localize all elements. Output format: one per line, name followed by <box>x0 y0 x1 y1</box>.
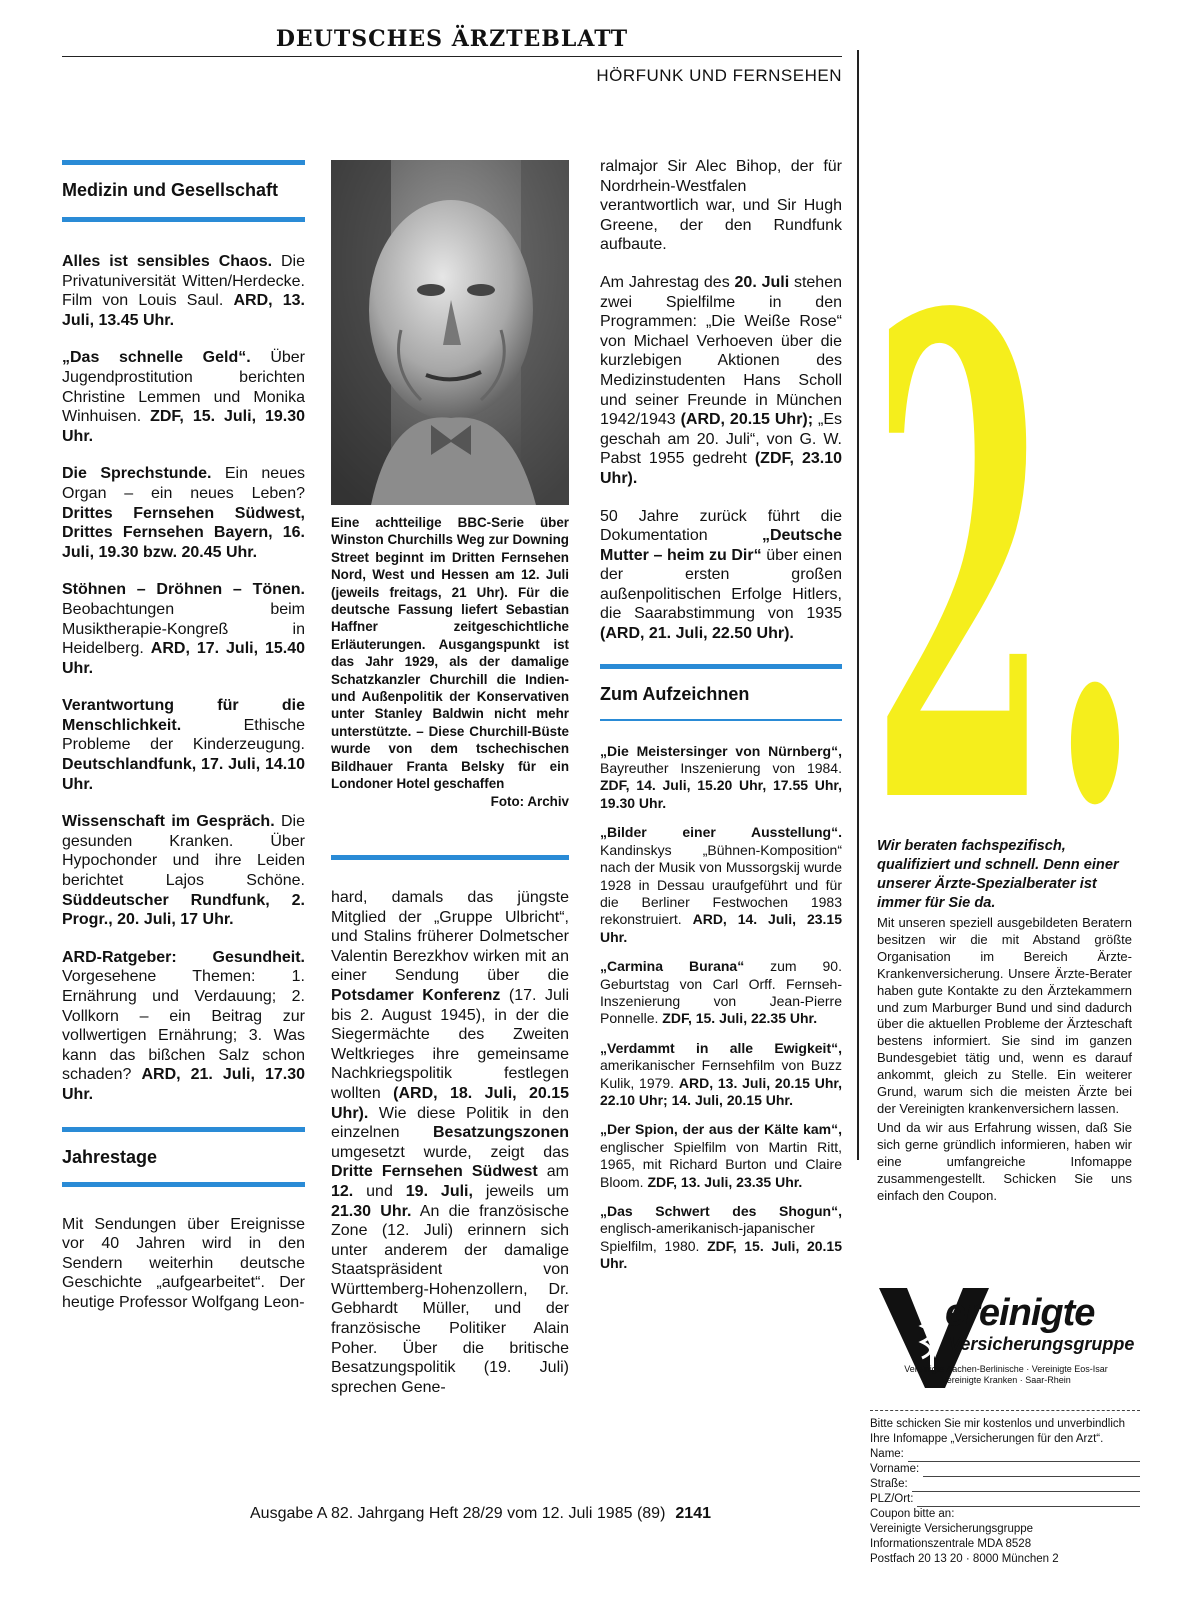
ad-headline: Wir beraten fachspezifisch, qualifiziert und schnell. Denn einer unserer Ärzte-Spezialberater ist immer für Sie da. <box>877 838 1119 911</box>
coupon-field-name[interactable]: Name: <box>870 1447 1140 1462</box>
recording-item: „Der Spion, der aus der Kälte kam“, englischer Spielfilm von Martin Ritt, 1965, mit Richard Burton und Claire Bloom. ZDF, 13. Juli, 23.35 Uhr. <box>600 1121 842 1190</box>
coupon-field-plz-ort[interactable]: PLZ/Ort: <box>870 1492 1140 1507</box>
bust-image <box>331 160 569 505</box>
heading-bar-bottom <box>62 1182 305 1187</box>
header-rule <box>62 56 842 57</box>
divider-bar <box>331 855 569 860</box>
big-two-graphic <box>870 240 1140 810</box>
logo-members: Vereinigte Aachen-Berlinische · Vereinigte Eos-Isar Vereinigte Kranken · Saar-Rhein <box>904 1364 1108 1385</box>
column-2 <box>331 855 569 1397</box>
ad-body-1: Mit unseren speziell ausgebildeten Beratern besitzen wir die mit Abstand größte Organisation im Bereich Ärzte-Krankenversicherung. Unsere Ärzte-Berater haben gute Kontakte zu den Ärztekammern und zum Marburger Bund und sind dadurch über die aktuellen Probleme der Ärzteschaft bestens informiert. Sie sind im ganzen Bundesgebiet tätig und, wenn es darauf ankommt, gleich zu Stelle. Ein weiterer Grund, warum sich die meisten Ärzte bei der Vereinigten krankenversichern lassen. <box>877 915 1132 1116</box>
heading-bar-top <box>62 160 305 165</box>
column-1 <box>62 160 305 1313</box>
program-item: Alles ist sensibles Chaos. Die Privatuniversität Witten/Herdecke. Film von Louis Saul. ARD, 13. Juli, 13.45 Uhr. <box>62 253 306 329</box>
heading-aufzeichnen: Zum Aufzeichnen <box>600 683 750 704</box>
page-footer <box>250 1505 711 1523</box>
vereinigte-logo <box>877 1280 1135 1400</box>
column-divider <box>857 50 859 1160</box>
program-item: Die Sprechstunde. Ein neues Organ – ein neues Leben? Drittes Fernsehen Südwest, Drittes Fernsehen Bayern, 16. Juli, 19.30 bzw. 20.45 Uhr. <box>62 465 305 561</box>
recording-item: „Das Schwert des Shogun“, englisch-amerikanisch-japanischer Spielfilm, 1980. ZDF, 15. Juli, 20.15 Uhr. <box>600 1203 842 1272</box>
coupon-address-3: Postfach 20 13 20 · 8000 München 2 <box>870 1553 1059 1565</box>
heading-bar-top <box>600 664 842 669</box>
program-item: ARD-Ratgeber: Gesundheit. Vorgesehene Themen: 1. Ernährung und Verdauung; 2. Vollkorn – ein Beitrag zur vollwertigen Ernährung; 3. Was kann das bißchen Salz schon schaden? ARD, 21. Juli, 17.30 Uhr. <box>62 948 306 1103</box>
program-item: Stöhnen – Dröhnen – Tönen. Beobachtungen beim Musiktherapie-Kongreß in Heidelberg. ARD, 17. Juli, 15.40 Uhr. <box>62 581 306 677</box>
big-number-text: 2. <box>870 240 1140 810</box>
program-item: Wissenschaft im Gespräch. Die gesunden Kranken. Über Hypochonder und ihre Leiden berichtet Lajos Schöne. Süddeutscher Rundfunk, 2. Progr., 20. Juli, 17 Uhr. <box>62 813 305 929</box>
heading-jahrestage: Jahrestage <box>62 1146 158 1167</box>
recording-item: „Die Meistersinger von Nürnberg“, Bayreuther Inszenierung von 1984. ZDF, 14. Juli, 15.20 Uhr, 17.55 Uhr, 19.30 Uhr. <box>600 742 842 811</box>
recording-list <box>600 743 842 1273</box>
program-item: Verantwortung für die Menschlichkeit. Ethische Probleme der Kinderzeugung. Deutschlandfunk, 17. Juli, 14.10 Uhr. <box>62 697 305 793</box>
paragraph: Am Jahrestag des 20. Juli stehen zwei Spielfilme in den Programmen: „Die Weiße Rose“ von Michael Verhoeven über die kurzlebigen Aktionen des Medizinstudenten Hans Scholl und seiner Freunde in München 1942/1943 (ARD, 20.15 Uhr); „Es geschah am 20. Juli“, von G. W. Pabst 1955 gedreht (ZDF, 23.10 Uhr). <box>600 273 843 487</box>
jahrestage-text: Mit Sendungen über Ereignisse vor 40 Jahren wird in den Sendern weiterhin deutsche Geschichte „aufgearbeitet“. Der heutige Professor Wolfgang Leon- <box>62 1215 305 1311</box>
coupon-send-to: Coupon bitte an: <box>870 1508 955 1520</box>
ad-big-number <box>870 240 1140 810</box>
logo-wordmark: ereinigte <box>945 1292 1095 1334</box>
paragraph: 50 Jahre zurück führt die Dokumentation „Deutsche Mutter – heim zu Dir“ über einen der ersten großen außenpolitischen Erfolge Hitlers, die Saarabstimmung von 1935 (ARD, 21. Juli, 22.50 Uhr). <box>600 507 842 643</box>
coupon-field-strasse[interactable]: Straße: <box>870 1477 1140 1492</box>
page-number: 2141 <box>675 1505 711 1522</box>
recording-item: „Bilder einer Ausstellung“. Kandinskys „Bühnen-Komposition“ nach der Musik von Mussorgskij wurde 1928 in Dessau uraufgeführt und für die Berliner Festwochen 1983 rekonstruiert. ARD, 14. Juli, 23.15 Uhr. <box>600 824 842 945</box>
coupon-address-1: Vereinigte Versicherungsgruppe <box>870 1523 1034 1535</box>
heading-bar-bottom <box>62 217 305 222</box>
program-item: „Das schnelle Geld“. Über Jugendprostitution berichten Christine Lemmen und Monika Winhuisen. ZDF, 15. Juli, 19.30 Uhr. <box>62 349 306 445</box>
column-3 <box>600 157 842 1273</box>
coupon-address-2: Informationszentrale MDA 8528 <box>870 1538 1032 1550</box>
coupon-field-vorname[interactable]: Vorname: <box>870 1462 1140 1477</box>
recording-item: „Carmina Burana“ zum 90. Geburtstag von Carl Orff. Fernseh-Inszenierung von Jean-Pierre Ponnelle. ZDF, 15. Juli, 22.35 Uhr. <box>600 958 842 1027</box>
coupon-cut-line <box>870 1410 1140 1411</box>
heading-bar-top <box>62 1127 305 1132</box>
section-title: HÖRFUNK UND FERNSEHEN <box>596 66 842 85</box>
journal-title: DEUTSCHES ÄRZTEBLATT <box>275 26 629 52</box>
ad-text <box>877 837 1132 1204</box>
ad-body-2: Und da wir aus Erfahrung wissen, daß Sie sich gerne gründlich informieren, haben wir eine umfangreiche Infomappe zusammengestellt. Schicken Sie uns einfach den Coupon. <box>877 1119 1132 1203</box>
jahrestage-continued: hard, damals das jüngste Mitglied der „Gruppe Ulbricht“, und Stalins früherer Dolmetscher Valentin Berezkhov wirken mit an einer Sendung über die Potsdamer Konferenz (17. Juli bis 2. August 1945), in der die Siegermächte des Zweiten Weltkrieges ihre gemeinsame Nachkriegspolitik festlegen wollten (ARD, 18. Juli, 20.15 Uhr). Wie diese Politik in den einzelnen Besatzungszonen umgesetzt wurde, zeigt das Dritte Fernsehen Südwest am 12. und 19. Juli, jeweils um 21.30 Uhr. An die französische Zone (12. Juli) erinnern sich unter anderem der damalige Staatspräsident von Württemberg-Hohenzollern, Dr. Gebhardt Müller, und der französische Politiker Alain Poher. Über die britische Besatzungspolitik (19. Juli) sprechen Gene- <box>331 889 570 1396</box>
logo-subtitle: Versicherungsgruppe <box>949 1334 1135 1354</box>
coupon <box>870 1410 1140 1567</box>
churchill-bust-photo <box>331 160 569 505</box>
recording-item: „Verdammt in alle Ewigkeit“, amerikanischer Fernsehfilm von Buzz Kulik, 1979. ARD, 13. Juli, 20.15 Uhr, 22.10 Uhr; 14. Juli, 20.15 Uhr. <box>600 1039 842 1108</box>
photo-caption: Eine achtteilige BBC-Serie über Winston Churchills Weg zur Downing Street beginnt im Dritten Fernsehen Nord, West und Hessen am 12. Juli (jeweils freitags, 21 Uhr). Für die deutsche Fassung liefert Sebastian Haffner zeitgeschichtliche Erläuterungen. Ausgangspunkt ist das Jahr 1929, als der damalige Schatzkanzler Churchill die Indien- und Außenpolitik der Konservativen unter Stanley Baldwin nicht mehr unterstützte. – Diese Churchill-Büste wurde von dem tschechischen Bildhauer Franta Belsky für ein Londoner Hotel geschaffen Foto: Archiv <box>331 515 569 809</box>
photo-credit: Foto: Archiv <box>490 793 569 809</box>
heading-medizin: Medizin und Gesellschaft <box>62 180 279 200</box>
masthead <box>62 26 842 85</box>
coupon-intro: Bitte schicken Sie mir kostenlos und unverbindlich Ihre Infomappe „Versicherungen für den Arzt“. <box>870 1418 1126 1445</box>
paragraph: ralmajor Sir Alec Bihop, der für Nordrhein-Westfalen verantwortlich war, und Sir Hugh Greene, der den Rundfunk aufbaute. <box>600 158 842 254</box>
issue-info: Ausgabe A 82. Jahrgang Heft 28/29 vom 12. Juli 1985 (89) <box>250 1505 666 1522</box>
heading-bar-bottom <box>600 719 842 721</box>
